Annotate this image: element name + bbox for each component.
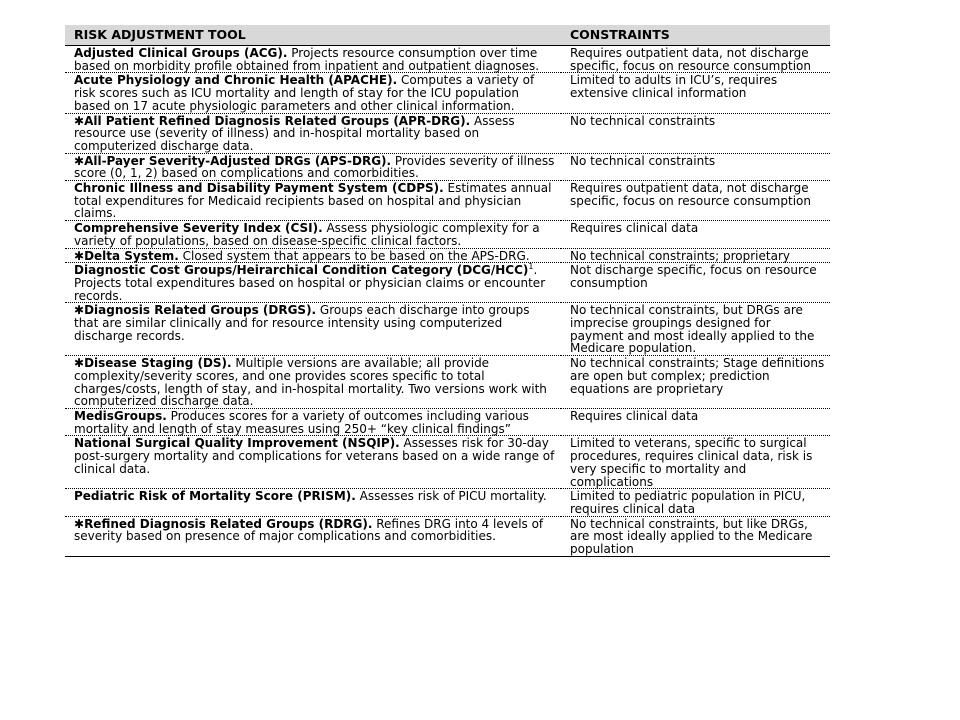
tool-description: Provides severity of illness score (0, 1, 2) based on complications and comorbidities. [74, 153, 555, 181]
constraint-cell: No technical constraints; proprietary [561, 248, 830, 263]
table-header [65, 25, 830, 46]
asterisk-icon: ✱ [74, 516, 85, 531]
asterisk-icon: ✱ [74, 248, 85, 263]
tool-description: Multiple versions are available; all provide complexity/severity scores, and one provides scores specific to total charges/costs, length of stay, and in-hospital mortality. Two versions work with computerized discharge data. [74, 356, 547, 409]
tool-name: Delta System. [84, 248, 179, 263]
risk-adjustment-table [65, 25, 830, 557]
table-row [65, 516, 830, 556]
tool-name: Adjusted Clinical Groups (ACG). [74, 46, 288, 60]
constraint-cell: Limited to adults in ICU’s, requires extensive clinical information [561, 73, 830, 113]
tool-cell [65, 303, 561, 356]
table-row [65, 153, 830, 180]
tool-cell [65, 489, 561, 516]
tool-description: Estimates annual total expenditures for Medicaid recipients based on hospital and physician claims. [74, 181, 552, 221]
asterisk-icon: ✱ [74, 303, 85, 318]
footnote-marker: 1 [528, 262, 534, 272]
table-row [65, 356, 830, 409]
table-row [65, 248, 830, 263]
tool-cell [65, 113, 561, 153]
tool-cell [65, 436, 561, 489]
tool-description: Assess physiologic complexity for a variety of populations, based on disease-specific clinical factors. [74, 221, 540, 248]
tool-name: MedisGroups. [74, 408, 167, 423]
tool-name: Acute Physiology and Chronic Health (APACHE). [74, 73, 398, 88]
table-row [65, 303, 830, 356]
tool-description: Assesses risk of PICU mortality. [355, 489, 547, 504]
table-row [65, 221, 830, 248]
tool-cell [65, 356, 561, 409]
tool-name: Chronic Illness and Disability Payment System (CDPS). [74, 181, 444, 196]
tool-cell [65, 408, 561, 435]
tool-name: Diagnosis Related Groups (DRGS). [84, 303, 317, 318]
tool-description: Assess resource use (severity of illness) and in-hospital mortality based on computerized discharge data. [74, 113, 515, 153]
table-row [65, 46, 830, 73]
header-row [65, 25, 830, 46]
constraint-cell: Requires outpatient data, not discharge specific, focus on resource consumption [561, 46, 830, 73]
table-body [65, 46, 830, 557]
constraint-cell: No technical constraints [561, 113, 830, 153]
tool-cell [65, 516, 561, 556]
constraint-cell: Not discharge specific, focus on resource consumption [561, 263, 830, 303]
constraint-cell: Limited to veterans, specific to surgical procedures, requires clinical data, risk is very specific to mortality and complications [561, 436, 830, 489]
tool-description: . Projects total expenditures based on hospital or physician claims or encounter records. [74, 263, 546, 303]
tool-description: Closed system that appears to be based on the APS-DRG. [178, 248, 530, 263]
tool-name: Diagnostic Cost Groups/Heirarchical Condition Category (DCG/HCC) [74, 263, 529, 278]
tool-description: Refines DRG into 4 levels of severity based on presence of major complications and comorbidities. [74, 516, 544, 544]
tool-name: Refined Diagnosis Related Groups (RDRG). [84, 516, 373, 531]
constraint-cell: Limited to pediatric population in PICU, requires clinical data [561, 489, 830, 516]
table-row [65, 113, 830, 153]
tool-name: All Patient Refined Diagnosis Related Groups (APR-DRG). [84, 113, 471, 128]
constraint-cell: Requires clinical data [561, 408, 830, 435]
tool-cell [65, 73, 561, 113]
tool-description: Computes a variety of risk scores such as ICU mortality and length of stay for the ICU population based on 17 acute physiologic parameters and other clinical information. [74, 73, 535, 113]
constraint-cell: No technical constraints; Stage definitions are open but complex; prediction equations are proprietary [561, 356, 830, 409]
tool-name: All-Payer Severity-Adjusted DRGs (APS-DRG). [84, 153, 392, 168]
header-constraints: CONSTRAINTS [561, 25, 830, 46]
tool-cell [65, 221, 561, 248]
risk-adjustment-table-container [65, 25, 830, 557]
table-row [65, 489, 830, 516]
table-row [65, 181, 830, 221]
asterisk-icon: ✱ [74, 113, 85, 128]
tool-name: Disease Staging (DS). [84, 356, 232, 371]
tool-cell [65, 181, 561, 221]
header-risk-adjustment-tool: RISK ADJUSTMENT TOOL [65, 25, 561, 46]
tool-cell [65, 153, 561, 180]
constraint-cell: No technical constraints [561, 153, 830, 180]
tool-description: Projects resource consumption over time based on morbidity profile obtained from inpatient and outpatient diagnoses. [74, 46, 540, 73]
constraint-cell: No technical constraints, but like DRGs, are most ideally applied to the Medicare population [561, 516, 830, 556]
table-row [65, 263, 830, 303]
tool-description: Groups each discharge into groups that are similar clinically and for resource intensity using computerized discharge records. [74, 303, 530, 343]
asterisk-icon: ✱ [74, 356, 85, 371]
asterisk-icon: ✱ [74, 153, 85, 168]
table-row [65, 73, 830, 113]
tool-name: Comprehensive Severity Index (CSI). [74, 221, 323, 236]
constraint-cell: No technical constraints, but DRGs are imprecise groupings designed for payment and most ideally applied to the Medicare population. [561, 303, 830, 356]
table-row [65, 436, 830, 489]
tool-cell [65, 46, 561, 73]
constraint-cell: Requires outpatient data, not discharge specific, focus on resource consumption [561, 181, 830, 221]
tool-cell [65, 248, 561, 263]
tool-description: Assesses risk for 30-day post-surgery mortality and complications for veterans based on a wide range of clinical data. [74, 436, 555, 476]
tool-name: National Surgical Quality Improvement (NSQIP). [74, 436, 400, 451]
tool-description: Produces scores for a variety of outcomes including various mortality and length of stay measures using 250+ “key clinical findings” [74, 408, 529, 436]
table-row [65, 408, 830, 435]
tool-name: Pediatric Risk of Mortality Score (PRISM). [74, 489, 356, 504]
constraint-cell: Requires clinical data [561, 221, 830, 248]
tool-cell [65, 263, 561, 303]
